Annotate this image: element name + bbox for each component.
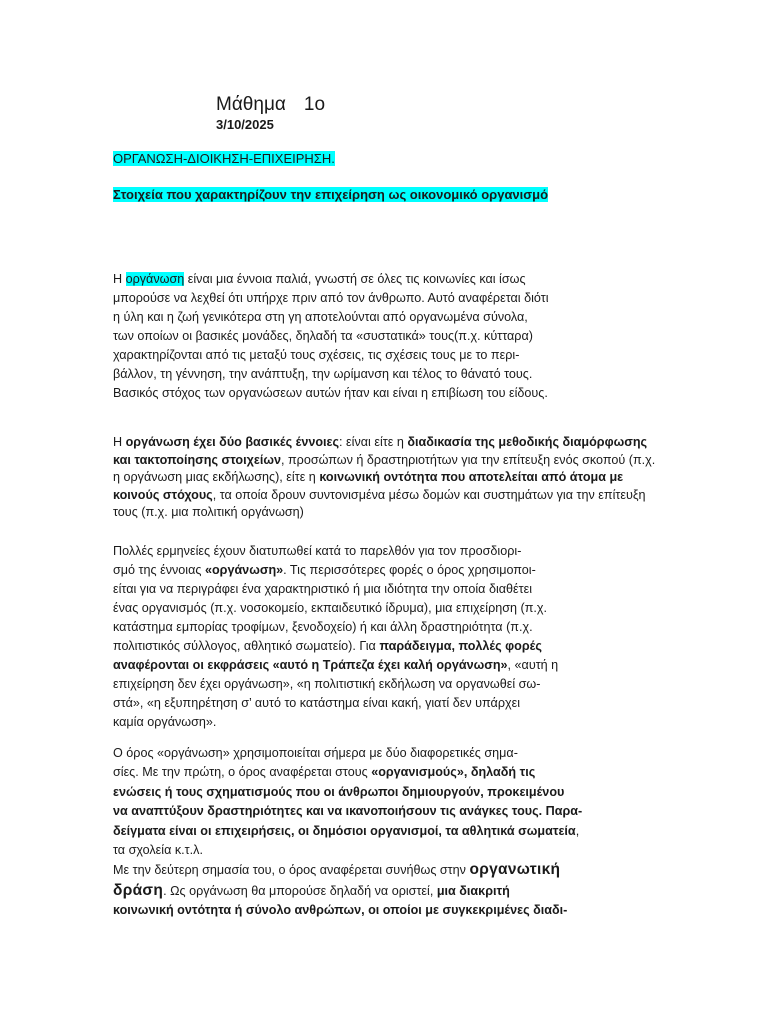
bold-run: διαδικασία της μεθοδικής διαμόρφωσης	[407, 435, 648, 449]
text-line: επιχείρηση δεν έχει οργάνωση», «η πολιτιστική εκδήλωση να οργανωθεί σω-	[113, 677, 541, 691]
sub-heading-text: Στοιχεία που χαρακτηρίζουν την επιχείρηση ως οικονομικό οργανισμό	[113, 187, 549, 202]
text-line: Ο όρος «οργάνωση» χρησιμοποιείται σήμερα με δύο διαφορετικές σημα-	[113, 746, 518, 760]
text-line: η ύλη και η ζωή γενικότερα στη γη αποτελούνται από οργανωμένα σύνολα,	[113, 310, 528, 324]
text-line	[113, 270, 658, 289]
text-line: καμία οργάνωση».	[113, 715, 217, 729]
text-line	[113, 881, 658, 901]
text-line: τα σχολεία κ.τ.λ.	[113, 843, 203, 858]
text-run: : είναι είτε η	[339, 435, 408, 449]
text-run: Η	[113, 272, 126, 286]
text-line	[113, 822, 658, 841]
text-run: σμό της έννοιας	[113, 563, 205, 577]
text-run: η οργάνωση μιας εκδήλωσης), είτε η	[113, 470, 320, 484]
bold-run: κοινωνική οντότητα ή σύνολο ανθρώπων, οι οποίοι με συγκεκριμένες διαδι-	[113, 903, 568, 918]
text-run: πολιτιστικός σύλλογος, αθλητικό σωματείο). Για	[113, 639, 380, 653]
bold-run: παράδειγμα, πολλές φορές	[379, 639, 542, 653]
bold-run: οργανωτική	[469, 861, 561, 879]
text-line: στά», «η εξυπηρέτηση σ’ αυτό το κατάστημα είναι κακή, γιατί δεν υπάρχει	[113, 696, 521, 710]
text-run: , τα οποία δρουν συντονισμένα μέσω δομών και συστημάτων για την επίτευξη	[212, 487, 646, 502]
main-heading	[113, 151, 335, 166]
bold-run: δείγματα είναι οι επιχειρήσεις, οι δημόσιοι οργανισμοί, τα αθλητικά σωματεία	[113, 823, 576, 838]
paragraph-3	[113, 542, 658, 732]
text-line	[113, 434, 658, 452]
bold-run: κοινούς στόχους	[113, 487, 213, 502]
text-line	[113, 637, 658, 656]
bold-run: «οργανισμούς», δηλαδή τις	[371, 765, 536, 780]
bold-run: οργάνωση έχει δύο βασικές έννοιες	[125, 435, 340, 449]
text-run: . Ως οργάνωση θα μπορούσε δηλαδή να οριστεί,	[163, 883, 437, 898]
paragraph-2	[113, 434, 658, 522]
bold-run: και τακτοποίησης στοιχείων	[113, 452, 281, 467]
bold-run: να αναπτύξουν δραστηριότητες και να ικανοποιήσουν τις ανάγκες τους. Παρα-	[113, 804, 583, 819]
text-line	[113, 860, 658, 880]
text-line	[113, 802, 658, 821]
bold-run: κοινωνική οντότητα που αποτελείται από άτομα με	[319, 470, 624, 484]
text-line	[113, 763, 658, 782]
text-run: Η	[113, 435, 126, 449]
lesson-number: 1ο	[303, 94, 326, 115]
text-line: χαρακτηρίζονται από τις μεταξύ τους σχέσεις, τις σχέσεις τους με το περι-	[113, 348, 520, 362]
text-line: των οποίων οι βασικές μονάδες, δηλαδή τα «συστατικά» τους(π.χ. κύτταρα)	[113, 329, 533, 343]
text-run: Με την δεύτερη σημασία του, ο όρος αναφέρεται συνήθως στην	[113, 863, 470, 878]
text-line: Πολλές ερμηνείες έχουν διατυπωθεί κατά το παρελθόν για τον προσδιορι-	[113, 544, 522, 558]
highlighted-term: οργάνωση	[125, 272, 185, 286]
text-line: ένας οργανισμός (π.χ. νοσοκομείο, εκπαιδευτικό ίδρυμα), μια επιχείρηση (π.χ.	[113, 601, 547, 615]
lesson-title-text: Μάθημα	[216, 94, 286, 115]
text-run: σίες. Με την πρώτη, ο όρος αναφέρεται στους	[113, 765, 372, 780]
bold-run: μια διακριτή	[436, 883, 510, 898]
text-line: τους (π.χ. μια πολιτική οργάνωση)	[113, 505, 304, 519]
text-line	[113, 469, 658, 487]
bold-run: δράση	[113, 881, 164, 899]
paragraph-4	[113, 744, 658, 921]
bold-run: ενώσεις ή τους σχηματισμούς που οι άνθρωποι δημιουργούν, προκειμένου	[113, 784, 565, 799]
text-line: Βασικός στόχος των οργανώσεων αυτών ήταν και είναι η επιβίωση του είδους.	[113, 386, 548, 400]
text-line: κατάστημα εμπορίας τροφίμων, ξενοδοχείο) ή και άλλη δραστηριότητα (π.χ.	[113, 620, 533, 634]
sub-heading	[113, 187, 548, 202]
bold-run: αναφέρονται οι εκφράσεις «αυτό η Τράπεζα έχει καλή οργάνωση»	[113, 658, 508, 672]
text-line	[113, 783, 658, 802]
main-heading-text: ΟΡΓΑΝΩΣΗ-ΔΙΟΙΚΗΣΗ-ΕΠΙΧΕΙΡΗΣΗ.	[113, 151, 335, 166]
lesson-title	[216, 94, 325, 116]
text-line	[113, 901, 658, 920]
text-run: είναι μια έννοια παλιά, γνωστή σε όλες τις κοινωνίες και ίσως	[184, 272, 526, 286]
text-line	[113, 656, 658, 675]
text-run: ,	[575, 823, 580, 838]
text-line: μπορούσε να λεχθεί ότι υπήρχε πριν από τον άνθρωπο. Αυτό αναφέρεται διότι	[113, 291, 549, 305]
text-run: , «αυτή η	[507, 658, 559, 672]
paragraph-1	[113, 270, 658, 403]
text-run: . Τις περισσότερες φορές ο όρος χρησιμοποι-	[283, 563, 536, 577]
bold-run: «οργάνωση»	[204, 563, 284, 577]
text-line	[113, 487, 658, 505]
text-run: , προσώπων ή δραστηριοτήτων για την επίτευξη ενός σκοπού (π.χ.	[280, 452, 656, 467]
lesson-date: 3/10/2025	[216, 117, 274, 132]
text-line: είται για να περιγράφει ένα χαρακτηριστικό ή μια ιδιότητα την οποία διαθέτει	[113, 582, 533, 596]
text-line	[113, 561, 658, 580]
text-line: βάλλον, τη γέννηση, την ανάπτυξη, την ωρίμανση και τέλος το θάνατό τους.	[113, 367, 533, 381]
text-line	[113, 452, 658, 470]
